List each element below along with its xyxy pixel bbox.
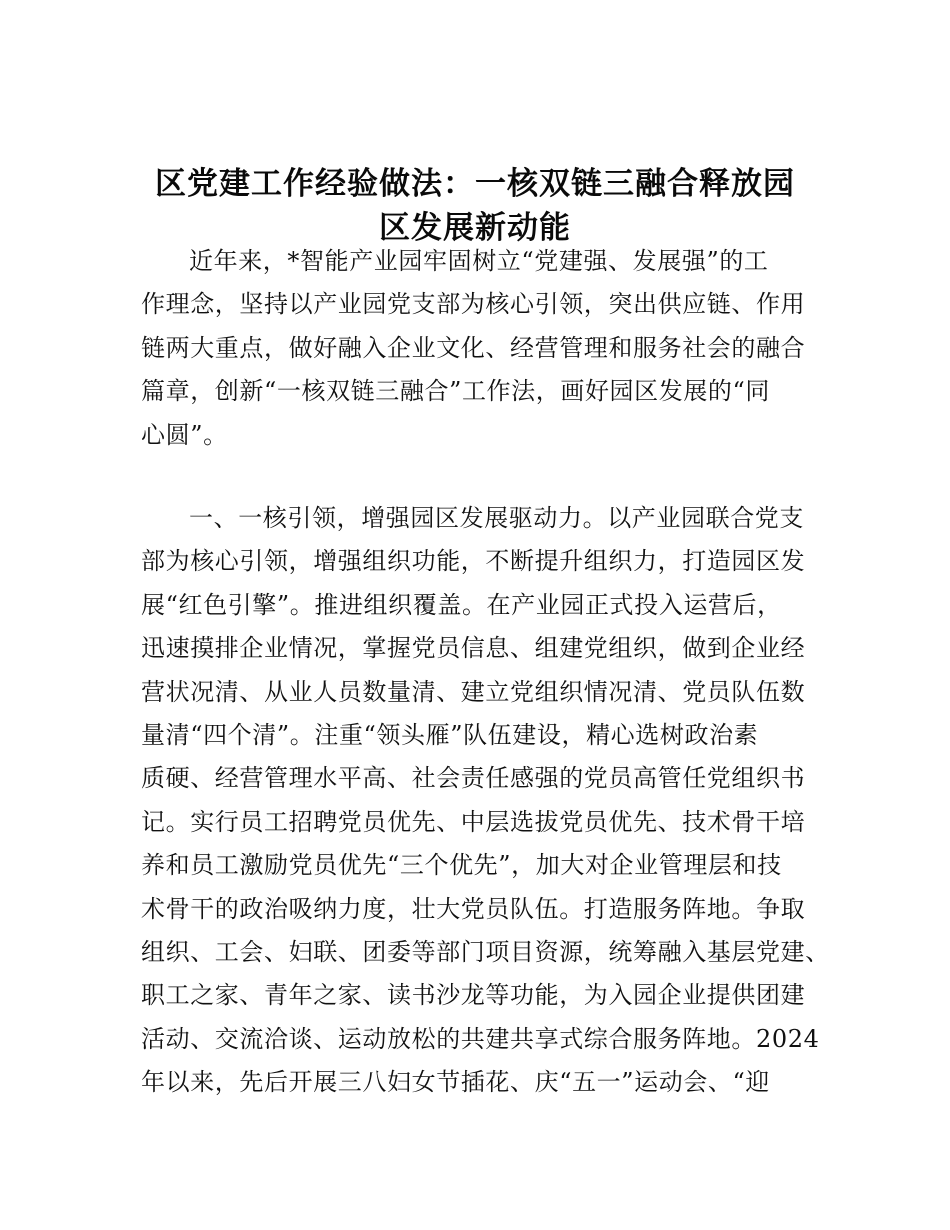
paragraph-line: 质硬、经营管理水平高、社会责任感强的党员高管任党组织书 [141, 764, 806, 793]
title-line-2: 区发展新动能 [379, 210, 571, 246]
paragraph-line: 营状况清、从业人员数量清、建立党组织情况清、党员队伍数 [141, 677, 806, 706]
section-one-paragraph [141, 497, 831, 1104]
paragraph-line: 记。实行员工招聘党员优先、中层选拔党员优先、技术骨干培 [141, 807, 806, 836]
paragraph-line: 作理念，坚持以产业园党支部为核心引领，突出供应链、作用 [141, 290, 806, 319]
paragraph-line: 职工之家、青年之家、读书沙龙等功能，为入园企业提供团建 [141, 981, 806, 1010]
title-line-1: 区党建工作经验做法：一核双链三融合释放园 [155, 166, 795, 202]
paragraph-line: 年以来，先后开展三八妇女节插花、庆“五一”运动会、“迎 [141, 1068, 771, 1097]
paragraph-line: 一、一核引领，增强园区发展驱动力。以产业园联合党支 [189, 504, 804, 532]
paragraph-line: 展“红色引擎”。推进组织覆盖。在产业园正式投入运营后， [141, 590, 782, 619]
paragraph-line: 链两大重点，做好融入企业文化、经营管理和服务社会的融合 [141, 333, 806, 362]
paragraph-line: 活动、交流洽谈、运动放松的共建共享式综合服务阵地。2024 [141, 1024, 820, 1053]
paragraph-line: 部为核心引领，增强组织功能，不断提升组织力，打造园区发 [141, 547, 806, 576]
paragraph-line: 量清“四个清”。注重“领头雁”队伍建设，精心选树政治素 [141, 720, 759, 749]
paragraph-line: 迅速摸排企业情况，掌握党员信息、组建党组织，做到企业经 [141, 634, 806, 663]
intro-paragraph [141, 240, 831, 457]
document-title [120, 162, 830, 250]
paragraph-line: 术骨干的政治吸纳力度，壮大党员队伍。打造服务阵地。争取 [141, 894, 806, 923]
paragraph-line: 近年来，*智能产业园牢固树立“党建强、发展强”的工 [189, 247, 769, 275]
paragraph-line: 组织、工会、妇联、团委等部门项目资源，统筹融入基层党建、 [141, 937, 830, 966]
paragraph-line: 养和员工激励党员优先“三个优先”，加大对企业管理层和技 [141, 851, 782, 880]
paragraph-line: 篇章，创新“一核双链三融合”工作法，画好园区发展的“同 [141, 377, 771, 406]
paragraph-line: 心圆”。 [141, 420, 228, 449]
